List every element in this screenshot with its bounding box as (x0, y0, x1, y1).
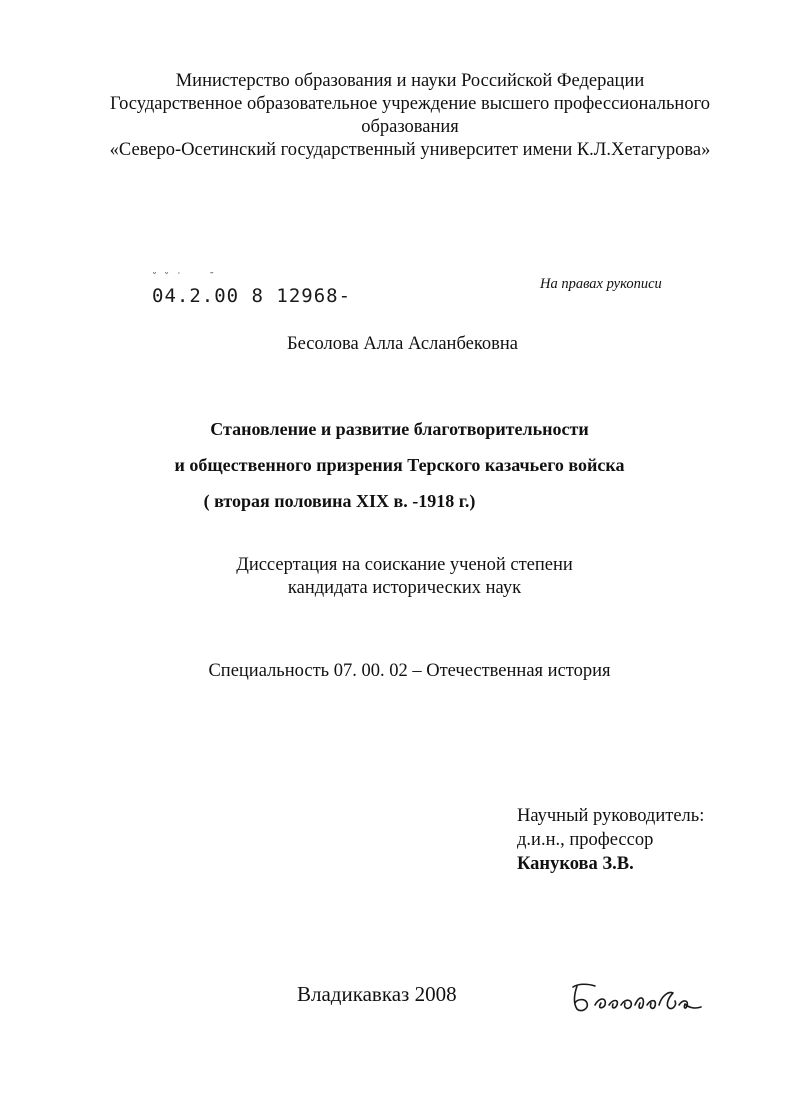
supervisor-name: Канукова З.В. (517, 854, 634, 874)
author-signature (565, 975, 705, 1025)
library-code: 04.2.00 8 12968- (152, 285, 352, 307)
title-line-1: Становление и развитие благотворительности (210, 419, 589, 439)
speciality: Специальность 07. 00. 02 – Отечественная история (208, 661, 611, 681)
degree-statement (0, 554, 799, 600)
supervisor-degree: д.и.н., профессор (517, 830, 654, 850)
supervisor-block (517, 804, 704, 876)
stamp-marks: ˘ ˘ ˙ ˉ (152, 272, 217, 283)
university-name-line: «Северо-Осетинский государственный университет имени К.Л.Хетагурова» (109, 140, 711, 160)
institution-header (60, 70, 760, 162)
city-year: Владикавказ 2008 (297, 982, 457, 1006)
title-line-2: и общественного призрения Терского казачьего войска (174, 455, 625, 475)
dissertation-title (0, 411, 799, 519)
manuscript-note: На правах рукописи (540, 276, 662, 292)
degree-line-1: Диссертация на соискание ученой степени (236, 555, 573, 575)
supervisor-label: Научный руководитель: (517, 806, 705, 826)
education-line: образования (361, 117, 459, 137)
ministry-line: Министерство образования и науки Российской Федерации (175, 71, 645, 91)
institution-type-line: Государственное образовательное учреждение высшего профессионального (110, 94, 710, 114)
degree-line-2: кандидата исторических наук (287, 578, 522, 598)
author-name: Бесолова Алла Асланбековна (287, 334, 518, 354)
title-line-3: ( вторая половина XIX в. -1918 г.) (203, 491, 476, 511)
